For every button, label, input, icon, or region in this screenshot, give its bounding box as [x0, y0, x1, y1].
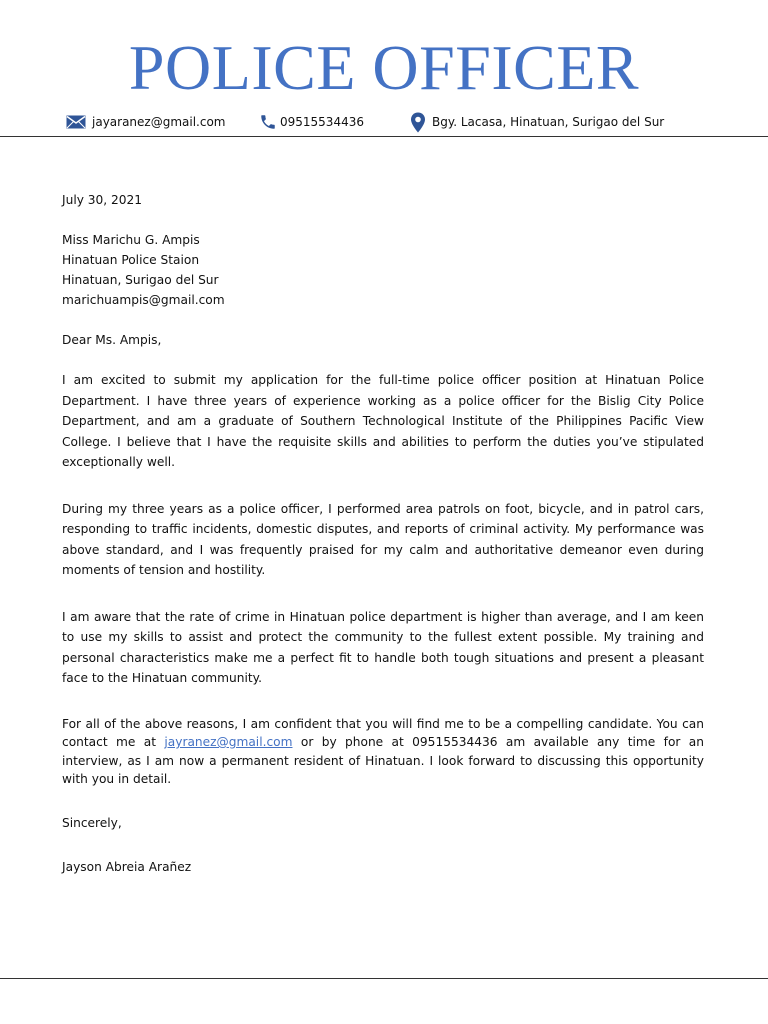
sign-off: Sincerely,	[62, 815, 122, 830]
footer-divider	[0, 978, 768, 979]
signature-name: Jayson Abreia Arañez	[62, 859, 192, 874]
contact-email	[66, 110, 226, 134]
salutation: Dear Ms. Ampis,	[62, 333, 162, 347]
contact-address-text: Bgy. Lacasa, Hinatuan, Surigao del Sur	[432, 115, 665, 129]
paragraph-4	[62, 715, 704, 789]
recipient-location: Hinatuan, Surigao del Sur	[62, 273, 219, 287]
location-pin-icon	[410, 112, 426, 133]
letter-body	[62, 190, 704, 877]
recipient-org: Hinatuan Police Staion	[62, 253, 200, 267]
paragraph-2: During my three years as a police officer, I performed area patrols on foot, bicycle, and in patrol cars, responding to traffic incidents, domestic disputes, and reports of criminal activity. My performance was above standard, and I was frequently praised for my calm and authoritative demeanor even during moments of tension and hostility.	[62, 501, 704, 577]
paragraph-4-end: or by phone at 09515534436 am available any time for an interview, as I am now a permanent resident of Hinatuan. I look forward to discussing this opportunity with you in detail.	[62, 735, 704, 786]
paragraph-1: I am excited to submit my application for the full-time police officer position at Hinatuan Police Department. I have three years of experience working as a police officer for the Bislig City Police Department, and am a graduate of Southern Technological Institute of the Philippines Pacific View College. I believe that I have the requisite skills and abilities to perform the duties you’ve stipulated exceptionally well.	[62, 373, 704, 469]
page-title: POLICE OFFICER	[128, 32, 640, 103]
email-link[interactable]: jayranez@gmail.com	[164, 735, 293, 749]
contact-phone	[259, 110, 364, 134]
envelope-icon	[66, 115, 86, 129]
contact-bar	[0, 110, 768, 134]
contact-address	[410, 110, 664, 134]
paragraph-3: I am aware that the rate of crime in Hinatuan police department is higher than average, and I am keen to use my skills to assist and protect the community to the fullest extent possible. My training and personal characteristics make me a perfect fit to handle both tough situations and present a pleasant face to the Hinatuan community.	[62, 609, 704, 685]
letter-date: July 30, 2021	[62, 193, 143, 207]
paragraph-4-start: For all of the above reasons, I am confident that you will find me to be a compelling candidate. You can contact me at	[62, 716, 704, 749]
recipient-name: Miss Marichu G. Ampis	[62, 233, 200, 247]
recipient-block	[62, 230, 704, 310]
phone-icon	[259, 113, 277, 131]
recipient-email: marichuampis@gmail.com	[62, 293, 225, 307]
contact-email-text: jayaranez@gmail.com	[92, 115, 226, 129]
contact-phone-text: 09515534436	[280, 115, 364, 129]
header-divider	[0, 136, 768, 137]
